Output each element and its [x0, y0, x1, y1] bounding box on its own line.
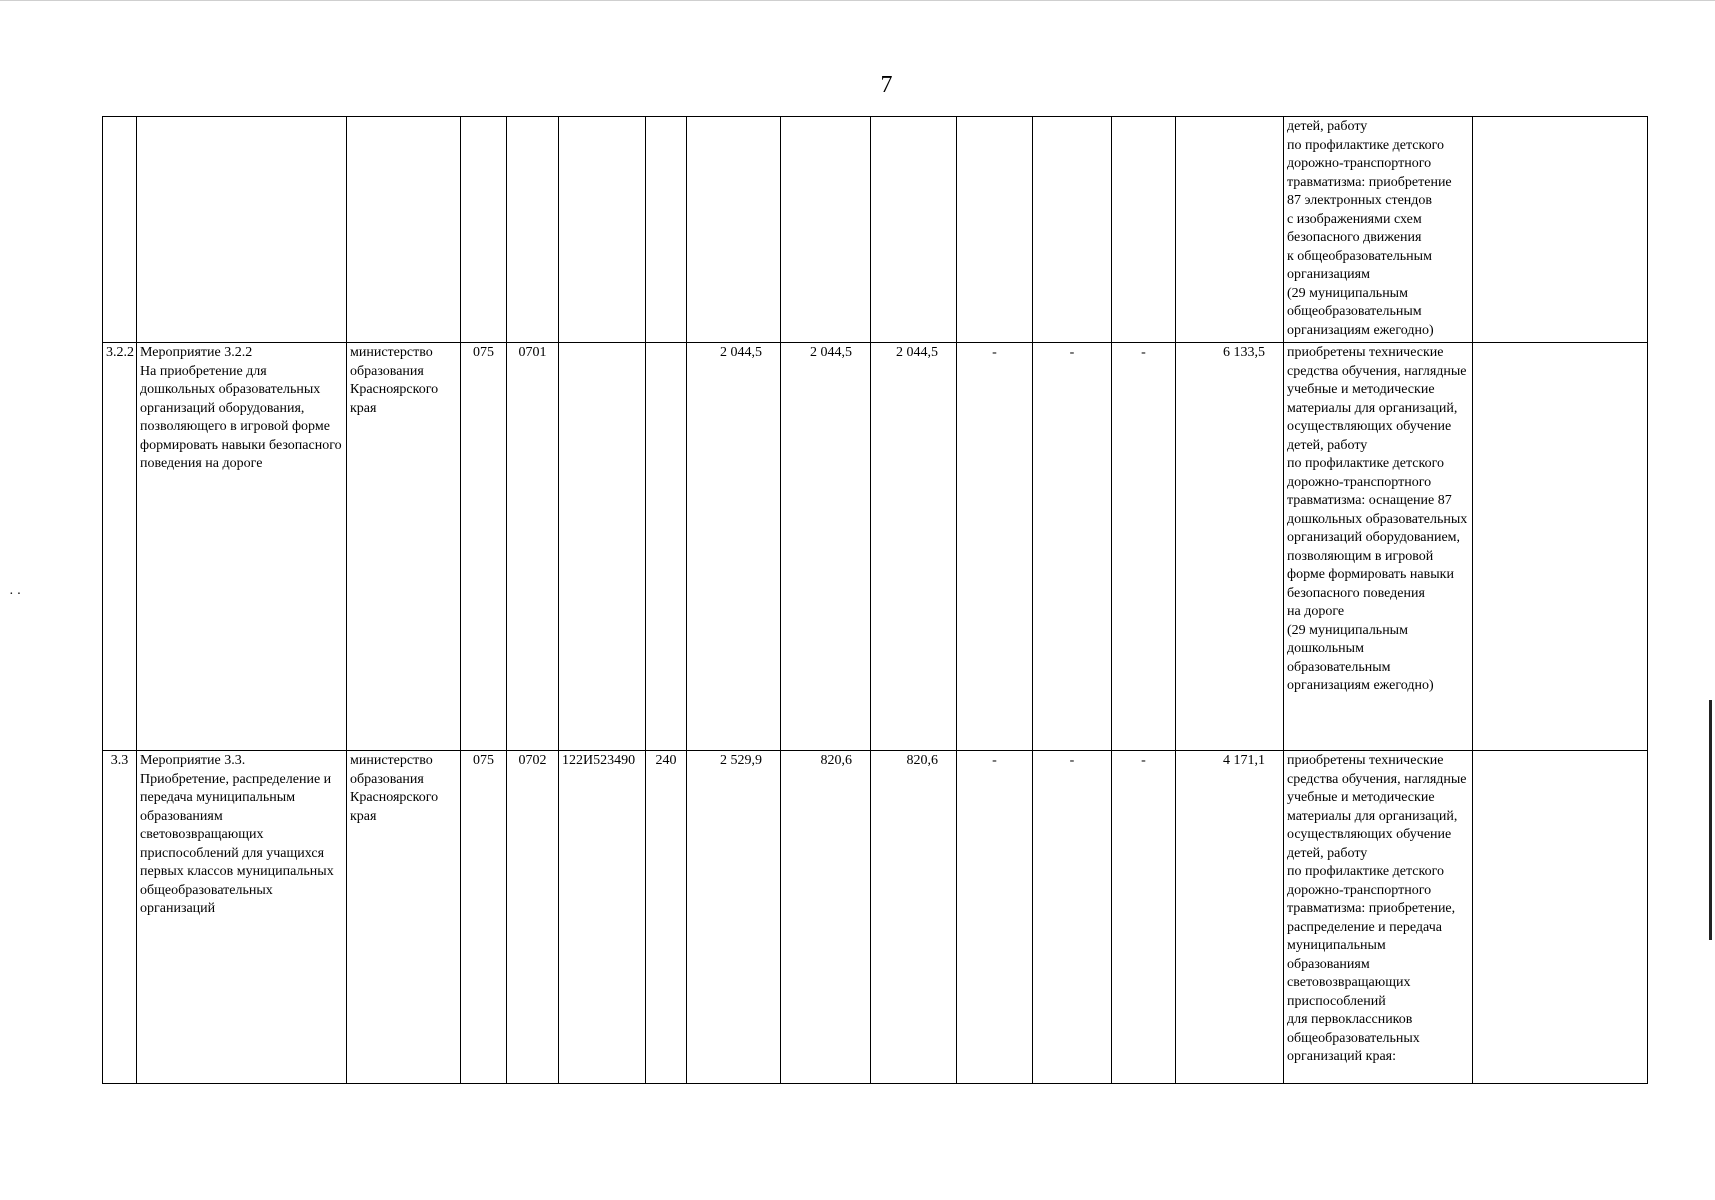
cell-year1: 2 044,5	[687, 343, 781, 751]
cell-name: Мероприятие 3.2.2 На приобретение для дошкольных образовательных организаций оборудования, позволяющего в игровой форме формировать навыки безопасного поведения на дороге	[137, 343, 347, 751]
cell-total: 6 133,5	[1176, 343, 1284, 751]
top-rule	[0, 0, 1715, 1]
cell-year2: 820,6	[781, 751, 871, 1084]
cell-total	[1176, 117, 1284, 343]
cell-vr: 240	[646, 751, 687, 1084]
cell-rzpr: 0701	[507, 343, 559, 751]
cell-no	[103, 117, 137, 343]
cell-year3: 820,6	[871, 751, 957, 1084]
scan-edge-mark	[1709, 700, 1712, 940]
cell-csr	[559, 343, 646, 751]
cell-year3: 2 044,5	[871, 343, 957, 751]
cell-grbs	[461, 117, 507, 343]
cell-name	[137, 117, 347, 343]
cell-last	[1473, 751, 1648, 1084]
cell-year4	[957, 117, 1033, 343]
cell-year6: -	[1112, 751, 1176, 1084]
cell-name: Мероприятие 3.3. Приобретение, распределение и передача муниципальным образованиям световозвращающих приспособлений для учащихся первых классов муниципальных общеобразовательных организаций	[137, 751, 347, 1084]
cell-vr	[646, 343, 687, 751]
cell-year4: -	[957, 751, 1033, 1084]
cell-year6: -	[1112, 343, 1176, 751]
table-row	[103, 117, 1648, 343]
cell-agency: министерство образования Красноярского края	[347, 343, 461, 751]
cell-year6	[1112, 117, 1176, 343]
page-number: 7	[880, 72, 893, 98]
scan-dots: ··	[9, 587, 25, 602]
cell-year4: -	[957, 343, 1033, 751]
cell-grbs: 075	[461, 343, 507, 751]
cell-agency	[347, 117, 461, 343]
cell-last	[1473, 343, 1648, 751]
cell-csr	[559, 117, 646, 343]
cell-year2	[781, 117, 871, 343]
cell-year2: 2 044,5	[781, 343, 871, 751]
table-row	[103, 751, 1648, 1084]
cell-agency: министерство образования Красноярского края	[347, 751, 461, 1084]
cell-result: детей, работу по профилактике детского дорожно-транспортного травматизма: приобретение 87 электронных стендов с изображениями схем безопасного движения к общеобразовательным организациям (29 муниципальным общеобразовательным организациям ежегодно)	[1284, 117, 1473, 343]
cell-result: приобретены технические средства обучения, наглядные учебные и методические материалы для организаций, осуществляющих обучение детей, работу по профилактике детского дорожно-транспортного травматизма: приобретение, распределение и передача муниципальным образованиям световозвращающих приспособлений для первоклассников общеобразовательных организаций края:	[1284, 751, 1473, 1084]
cell-rzpr	[507, 117, 559, 343]
cell-year3	[871, 117, 957, 343]
cell-last	[1473, 117, 1648, 343]
cell-year5: -	[1033, 751, 1112, 1084]
table-row	[103, 343, 1648, 751]
cell-year1: 2 529,9	[687, 751, 781, 1084]
cell-vr	[646, 117, 687, 343]
cell-total: 4 171,1	[1176, 751, 1284, 1084]
cell-csr: 122И523490	[559, 751, 646, 1084]
cell-year1	[687, 117, 781, 343]
cell-year5: -	[1033, 343, 1112, 751]
cell-rzpr: 0702	[507, 751, 559, 1084]
cell-grbs: 075	[461, 751, 507, 1084]
cell-no: 3.3	[103, 751, 137, 1084]
cell-year5	[1033, 117, 1112, 343]
program-table	[102, 116, 1648, 1084]
cell-result: приобретены технические средства обучения, наглядные учебные и методические материалы для организаций, осуществляющих обучение детей, работу по профилактике детского дорожно-транспортного травматизма: оснащение 87 дошкольных образовательных организаций оборудованием, позволяющим в игровой форме формировать навыки безопасного поведения на дороге (29 муниципальным дошкольным образовательным организациям ежегодно)	[1284, 343, 1473, 751]
cell-no: 3.2.2	[103, 343, 137, 751]
